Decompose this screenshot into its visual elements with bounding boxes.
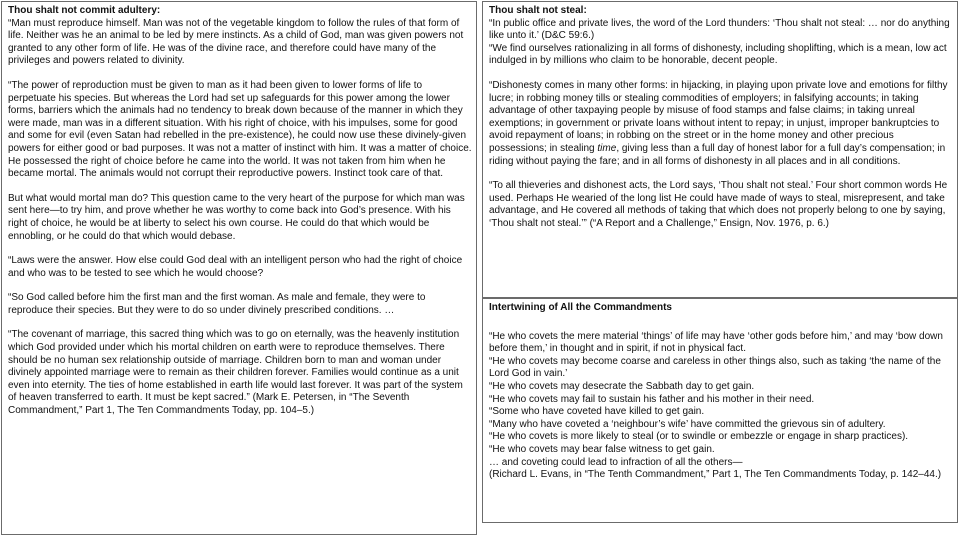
commandments-line: “Many who have coveted a ‘neighbour’s wife’ have committed the grievous sin of adultery. [489, 418, 886, 430]
adultery-paragraph-6: “The covenant of marriage, this sacred thing which was to go on eternally, was the heavenly institution which God provided under which his mortal children on earth were to reproduce themselves. There should be no human sex relationship outside of marriage. Children born to man and woman under divinely appointed marriage were to remain as their children forever. Families would continue as a unit even into eternity. The ties of home established in earth life would last forever. It was part of the system of heaven transferred to earth. It must be kept sacred.” (Mark E. Petersen, in “The Seventh Commandment,” Part 1, The Ten Commandments Today, pp. 104–5.) [8, 329, 463, 417]
adultery-heading: Thou shalt not commit adultery: [8, 5, 161, 16]
commandments-line: “He who covets may fail to sustain his father and his mother in their need. [489, 393, 815, 405]
adultery-paragraph-3: But what would mortal man do? This question came to the very heart of the purpose for which man was sent here—to try him, and prove whether he was worthy to come back into God’s presence. With his right of choice, he would be at liberty to select his own course. He could do that which would be ennobling, or he could do that which would debase. [8, 192, 465, 242]
commandments-quote-panel [482, 298, 958, 523]
steal-paragraph-1a: “In public office and private lives, the word of the Lord thunders: ‘Thou shalt not steal: … nor do anything like unto it.’ (D&C 59:6.) [489, 17, 950, 42]
steal-heading: Thou shalt not steal: [489, 5, 587, 16]
adultery-quote-panel [1, 1, 477, 535]
steal-paragraph-2-italic: time [597, 142, 617, 154]
steal-paragraph-3: “To all thieveries and dishonest acts, the Lord says, ‘Thou shalt not steal.’ Four short common words He used. Perhaps He wearied of the long list He could have made of ways to steal, misrepresent, and take advantage, and He covered all methods of taking that which does not properly belong to one by saying, ‘Thou shalt not steal.’” (“A Report and a Challenge,” Ensign, Nov. 1976, p. 6.) [489, 180, 948, 229]
steal-paragraph-2 [489, 80, 953, 168]
commandments-heading: Intertwining of All the Commandments [489, 302, 672, 313]
adultery-paragraph-5: “So God called before him the first man and the first woman. As male and female, they were to reproduce their species. But they were to do so under divinely prescribed conditions. … [8, 292, 426, 316]
commandments-line: … and coveting could lead to infraction of all the others— [489, 456, 743, 468]
commandments-line: “He who covets may become coarse and careless in other things also, such as taking ‘the name of the Lord God in vain.’ [489, 355, 941, 380]
commandments-line: “Some who have coveted have killed to get gain. [489, 406, 705, 418]
adultery-paragraph-4: “Laws were the answer. How else could God deal with an intelligent person who had the right of choice and who was to be tested to see which he would choose? [8, 255, 463, 279]
steal-paragraph-2-start: “Dishonesty comes in many other forms: in hijacking, in playing upon private love and emotions for filthy lucre; in robbing money tills or stealing commodities of employers; in falsifying accounts; in taking advantage of other taxpaying people by misuse of food stamps and false claims; in taking unreal exemptions; in government or private loans without intent to repay; in unjust, improper bankruptcies to avoid repayment of loans; in robbing on the street or in the home money and other precious possessions; in stealing [489, 79, 948, 154]
adultery-paragraph-1: “Man must reproduce himself. Man was not of the vegetable kingdom to follow the rules of that form of life. Neither was he an animal to be led by mere instincts. As a child of God, man was given powers not granted to any other form of life. He was of the divine race, and therefore could have many of the privileges and powers related to divinity. [8, 17, 464, 67]
commandments-line: “He who covets is more likely to steal (or to swindle or embezzle or engage in sharp practices). [489, 431, 909, 443]
steal-quote-panel [482, 1, 958, 298]
commandments-citation: (Richard L. Evans, in “The Tenth Commandment,” Part 1, The Ten Commandments Today, p. 142–44.) [489, 469, 942, 481]
commandments-line: “He who covets the mere material ‘things’ of life may have ‘other gods before him,’ and may ‘bow down before them,’ in thought and in spirit, if not in physical fact. [489, 330, 943, 355]
commandments-line: “He who covets may desecrate the Sabbath day to get gain. [489, 380, 755, 392]
commandments-line: “He who covets may bear false witness to get gain. [489, 443, 715, 455]
steal-paragraph-2-end: , giving less than a full day of honest labor for a full day’s compensation; in riding without paying the fare; and in all forms of dishonesty in all places and in all conditions. [489, 142, 946, 167]
adultery-paragraph-2: “The power of reproduction must be given to man as it had been given to lower forms of life to perpetuate his species. But whereas the Lord had set up safeguards for this power among the lower forms, barriers which the animals had no tendency to break down because of the manner in which they were made, man was in a different situation. With his right of choice, with his impulses, some for good and some for evil (even Satan had rebelled in the pre-existence), he could now use these divinely-given powers for either good or bad purposes. It was not a matter of instinct with him. It was a matter of choice. He possessed the right of choice before he came into the world. It was not taken from him when he became mortal. The animals would not corrupt their reproductive powers. Instinct took care of that. [8, 79, 472, 180]
steal-paragraph-1b: “We find ourselves rationalizing in all forms of dishonesty, including shoplifting, which is a mean, low act indulged in by millions who claim to be honorable, decent people. [489, 42, 947, 67]
